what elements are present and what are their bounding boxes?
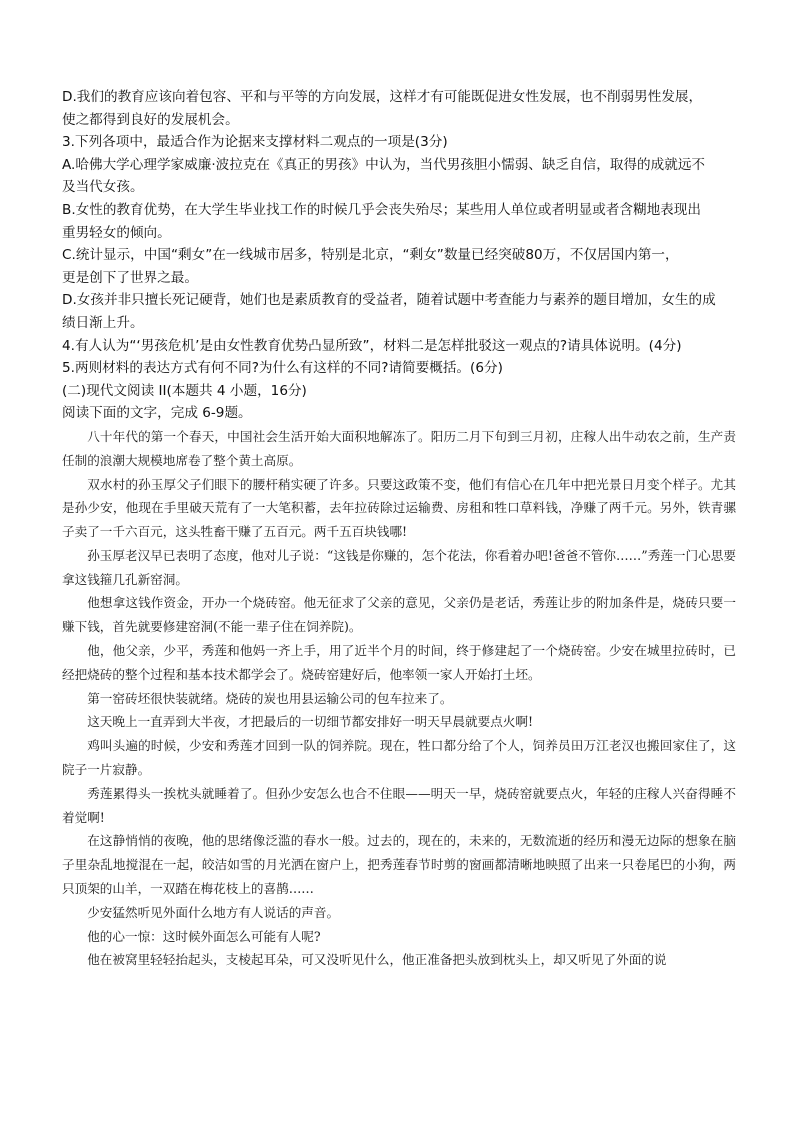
question-3-option-d-line-1: D.女孩并非只擅长死记硬背，她们也是素质教育的受益者，随着试题中考查能力与素养的题目增加，女生的成	[62, 292, 716, 309]
question-3-option-c-line-1: C.统计显示，中国“剩女”在一线城市居多，特别是北京，“剩女”数量已经突破80万，不仅居国内第一，	[62, 247, 679, 264]
passage-paragraph-1: 八十年代的第一个春天，中国社会生活开始大面积地解冻了。阳历二月下旬到三月初，庄稼人出牛动农之前，生产责任制的浪潮大规模地席卷了整个黄土高原。	[62, 428, 736, 468]
passage-paragraph-4: 他想拿这钱作资金，开办一个烧砖窑。他无征求了父亲的意见，父亲仍是老话，秀莲让步的附加条件是，烧砖只要一赚下钱，首先就要修建窑洞(不能一辈子住在饲养院)。	[62, 595, 736, 635]
passage-paragraph-9: 秀莲累得头一挨枕头就睡着了。但孙少安怎么也合不住眼——明天一早，烧砖窑就要点火，年轻的庄稼人兴奋得睡不着觉啊!	[62, 785, 736, 825]
passage-paragraph-6: 第一窑砖坯很快装就绪。烧砖的炭也用县运输公司的包车拉来了。	[87, 690, 453, 706]
option-d-line-1: D.我们的教育应该向着包容、平和与平等的方向发展，这样才有可能既促进女性发展，也不削弱男性发展，	[62, 89, 703, 105]
passage-paragraph-13: 他在被窝里轻轻抬起头，支棱起耳朵，可又没听见什么，他正准备把头放到枕头上，却又听见了外面的说	[87, 952, 667, 968]
passage-paragraph-12: 他的心一惊：这时候外面怎么可能有人呢?	[87, 928, 321, 944]
passage-paragraph-2: 双水村的孙玉厚父子们眼下的腰杆稍实硬了许多。只要这政策不变，他们有信心在几年中把光景日月变个样子。尤其是孙少安，他现在手里破天荒有了一大笔积蓄，去年拉砖除过运输费、房租和牲口草料钱，净赚了两千元。另外，铁青骡子卖了一千六百元，这头牲畜干赚了五百元。两千五百块钱哪!	[62, 476, 736, 540]
section-2-heading: (二)现代文阅读 II(本题共 4 小题，16分)	[62, 382, 307, 399]
section-2-instruction: 阅读下面的文字，完成 6-9题。	[62, 405, 252, 422]
passage-paragraph-8: 鸡叫头遍的时候，少安和秀莲才回到一队的饲养院。现在，牲口都分给了个人，饲养员田万江老汉也搬回家住了，这院子一片寂静。	[62, 738, 736, 778]
passage-paragraph-5: 他，他父亲，少平，秀莲和他妈一齐上手，用了近半个月的时间，终于修建起了一个烧砖窑。少安在城里拉砖时，已经把烧砖的整个过程和基本技术都学会了。烧砖窑建好后，他率领一家人开始打土坯。	[62, 643, 736, 682]
passage-paragraph-7: 这天晚上一直弄到大半夜，才把最后的一切细节都安排好一明天早晨就要点火啊!	[87, 714, 534, 730]
question-3-option-d-line-2: 绩日渐上升。	[62, 314, 144, 331]
reading-passage	[62, 425, 736, 972]
question-3-option-b-line-2: 重男轻女的倾向。	[62, 224, 171, 241]
passage-paragraph-10: 在这静悄悄的夜晚，他的思绪像泛滥的春水一般。过去的，现在的，未来的，无数流逝的经历和漫无边际的想象在脑子里杂乱地搅混在一起，皎洁如雪的月光洒在窗户上，把秀莲春节时剪的窗画都清晰地映照了出来一只卷尾巴的小狗，两只顶架的山羊，一双踏在梅花枝上的喜鹊……	[62, 833, 736, 897]
passage-paragraph-3: 孙玉厚老汉早已表明了态度，他对儿子说：“这钱是你赚的，怎个花法，你看着办吧!爸爸不管你……”秀莲一门心思要拿这钱箍几孔新窑洞。	[62, 547, 736, 587]
option-d-line-2: 使之都得到良好的发展机会。	[62, 111, 239, 128]
question-3-option-b-line-1: B.女性的教育优势，在大学生毕业找工作的时候几乎会丧失殆尽；某些用人单位或者明显或者含糊地表现出	[62, 201, 701, 218]
question-4: 4.有人认为“‘男孩危机’是由女性教育优势凸显所致”，材料二是怎样批驳这一观点的?请具体说明。(4分)	[62, 337, 682, 354]
questions-block	[62, 86, 736, 380]
section-2-header	[62, 380, 736, 425]
question-3-option-a-line-2: 及当代女孩。	[62, 179, 144, 196]
question-5: 5.两则材料的表达方式有何不同?为什么有这样的不同?请简要概括。(6分)	[62, 360, 503, 377]
question-3-option-c-line-2: 更是创下了世界之最。	[62, 269, 198, 286]
question-3-option-a-line-1: A.哈佛大学心理学家威廉·波拉克在《真正的男孩》中认为，当代男孩胆小懦弱、缺乏自信，取得的成就远不	[62, 156, 706, 173]
question-3-stem: 3.下列各项中，最适合作为论据来支撑材料二观点的一项是(3分)	[62, 134, 448, 151]
passage-paragraph-11: 少安猛然听见外面什么地方有人说话的声音。	[87, 904, 340, 920]
